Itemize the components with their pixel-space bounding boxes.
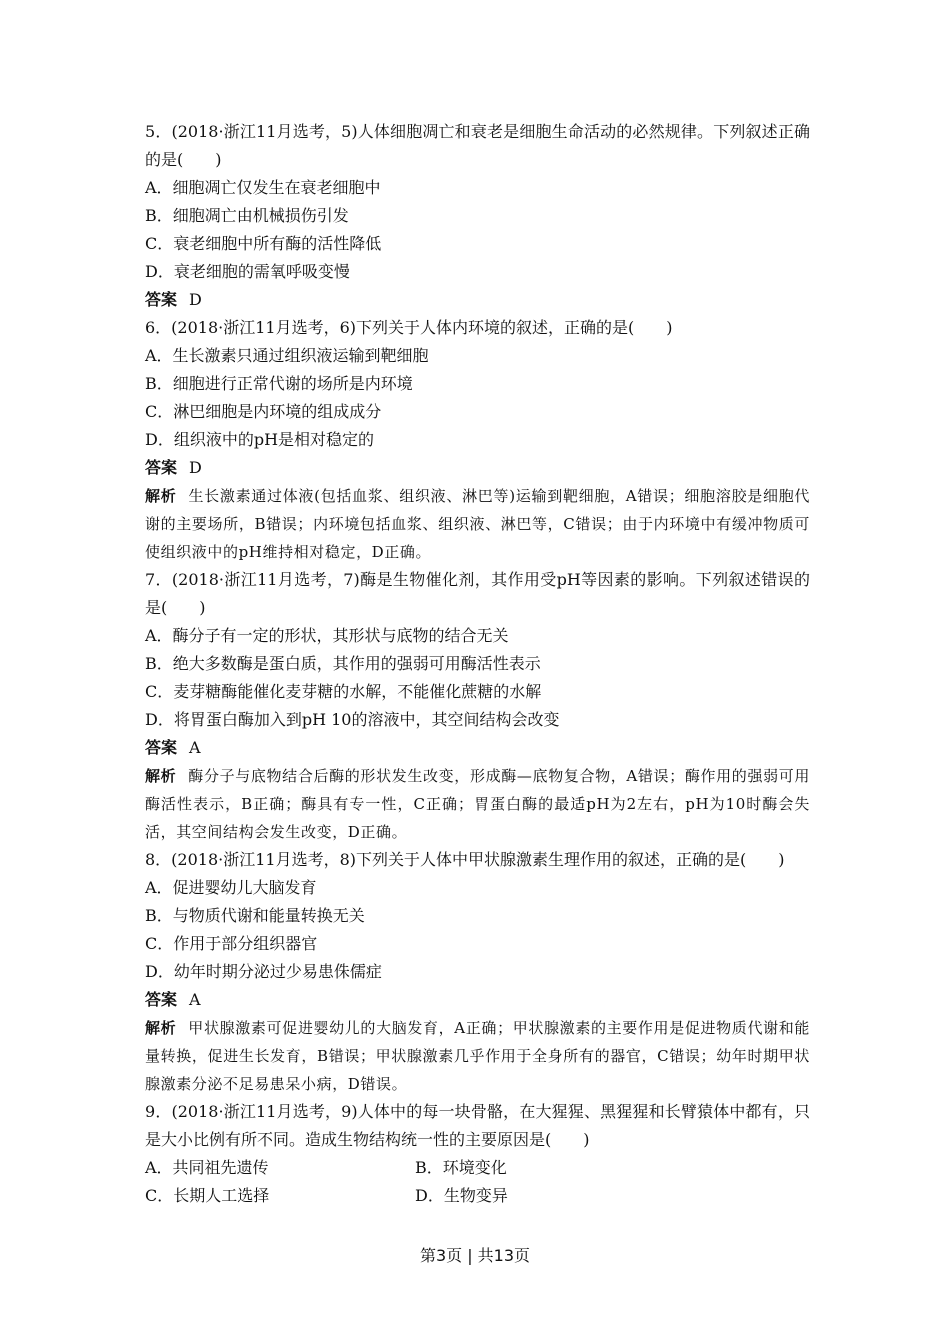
options-row-2 — [145, 1182, 810, 1210]
option-c: C．衰老细胞中所有酶的活性降低 — [145, 234, 382, 253]
answer-row — [145, 454, 810, 482]
analysis-label: 解析 — [145, 1019, 177, 1037]
option-b: B．细胞进行正常代谢的场所是内环境 — [145, 374, 413, 393]
answer-value: A — [189, 738, 201, 757]
answer-value: D — [189, 290, 202, 309]
question-8 — [145, 846, 810, 1098]
analysis-block — [145, 482, 810, 566]
option-a: A．生长激素只通过组织液运输到靶细胞 — [145, 346, 429, 365]
option-b: B．细胞凋亡由机械损伤引发 — [145, 206, 349, 225]
analysis-label: 解析 — [145, 487, 177, 505]
analysis-text: 甲状腺激素可促进婴幼儿的大脑发育，A正确；甲状腺激素的主要作用是促进物质代谢和能量转换，促进生长发育，B错误；甲状腺激素几乎作用于全身所有的器官，C错误；幼年时期甲状腺激素分泌不足易患呆小病，D错误。 — [145, 1019, 810, 1093]
option-c: C．淋巴细胞是内环境的组成成分 — [145, 402, 382, 421]
option-a: A．促进婴幼儿大脑发育 — [145, 878, 317, 897]
option-b: B．环境变化 — [415, 1158, 507, 1177]
question-7 — [145, 566, 810, 846]
answer-row — [145, 734, 810, 762]
option-a: A．酶分子有一定的形状，其形状与底物的结合无关 — [145, 626, 509, 645]
option-a: A．共同祖先遗传 — [145, 1158, 269, 1177]
analysis-text: 生长激素通过体液(包括血浆、组织液、淋巴等)运输到靶细胞，A错误；细胞溶胶是细胞代谢的主要场所，B错误；内环境包括血浆、组织液、淋巴等，C错误；由于内环境中有缓冲物质可使组织液中的pH维持相对稳定，D正确。 — [145, 487, 811, 561]
option-d: D．生物变异 — [415, 1186, 508, 1205]
question-stem: 6．(2018·浙江11月选考，6)下列关于人体内环境的叙述，正确的是( ) — [145, 318, 673, 337]
option-c: C．麦芽糖酶能催化麦芽糖的水解，不能催化蔗糖的水解 — [145, 682, 542, 701]
option-d: D．将胃蛋白酶加入到pH 10的溶液中，其空间结构会改变 — [145, 710, 560, 729]
page-footer: 第3页 | 共13页 — [419, 1246, 531, 1265]
answer-label: 答案 — [145, 290, 178, 309]
analysis-block — [145, 762, 810, 846]
analysis-text: 酶分子与底物结合后酶的形状发生改变，形成酶—底物复合物，A错误；酶作用的强弱可用酶活性表示，B正确；酶具有专一性，C正确；胃蛋白酶的最适pH为2左右，pH为10时酶会失活，其空间结构会发生改变，D正确。 — [145, 767, 810, 841]
question-stem: 8．(2018·浙江11月选考，8)下列关于人体中甲状腺激素生理作用的叙述，正确的是( ) — [145, 850, 785, 869]
analysis-label: 解析 — [145, 767, 177, 785]
document-body — [145, 118, 810, 1210]
question-6 — [145, 314, 810, 566]
option-c: C．长期人工选择 — [145, 1186, 270, 1205]
option-b: B．绝大多数酶是蛋白质，其作用的强弱可用酶活性表示 — [145, 654, 541, 673]
answer-row — [145, 986, 810, 1014]
question-stem: 7．(2018·浙江11月选考，7)酶是生物催化剂，其作用受pH等因素的影响。下列叙述错误的是( ) — [145, 570, 810, 617]
analysis-block — [145, 1014, 810, 1098]
option-b: B．与物质代谢和能量转换无关 — [145, 906, 365, 925]
answer-value: D — [189, 458, 202, 477]
answer-label: 答案 — [145, 458, 178, 477]
question-stem: 9．(2018·浙江11月选考，9)人体中的每一块骨骼，在大猩猩、黑猩猩和长臂猿体中都有，只是大小比例有所不同。造成生物结构统一性的主要原因是( ) — [145, 1102, 810, 1149]
question-9 — [145, 1098, 810, 1210]
option-d: D．幼年时期分泌过少易患侏儒症 — [145, 962, 382, 981]
option-d: D．衰老细胞的需氧呼吸变慢 — [145, 262, 350, 281]
option-a: A．细胞凋亡仅发生在衰老细胞中 — [145, 178, 381, 197]
question-stem: 5．(2018·浙江11月选考，5)人体细胞凋亡和衰老是细胞生命活动的必然规律。下列叙述正确的是( ) — [145, 122, 810, 169]
answer-label: 答案 — [145, 738, 178, 757]
option-d: D．组织液中的pH是相对稳定的 — [145, 430, 375, 449]
answer-label: 答案 — [145, 990, 178, 1009]
question-5 — [145, 118, 810, 314]
options-row-1 — [145, 1154, 810, 1182]
answer-row — [145, 286, 810, 314]
option-c: C．作用于部分组织器官 — [145, 934, 318, 953]
answer-value: A — [189, 990, 201, 1009]
